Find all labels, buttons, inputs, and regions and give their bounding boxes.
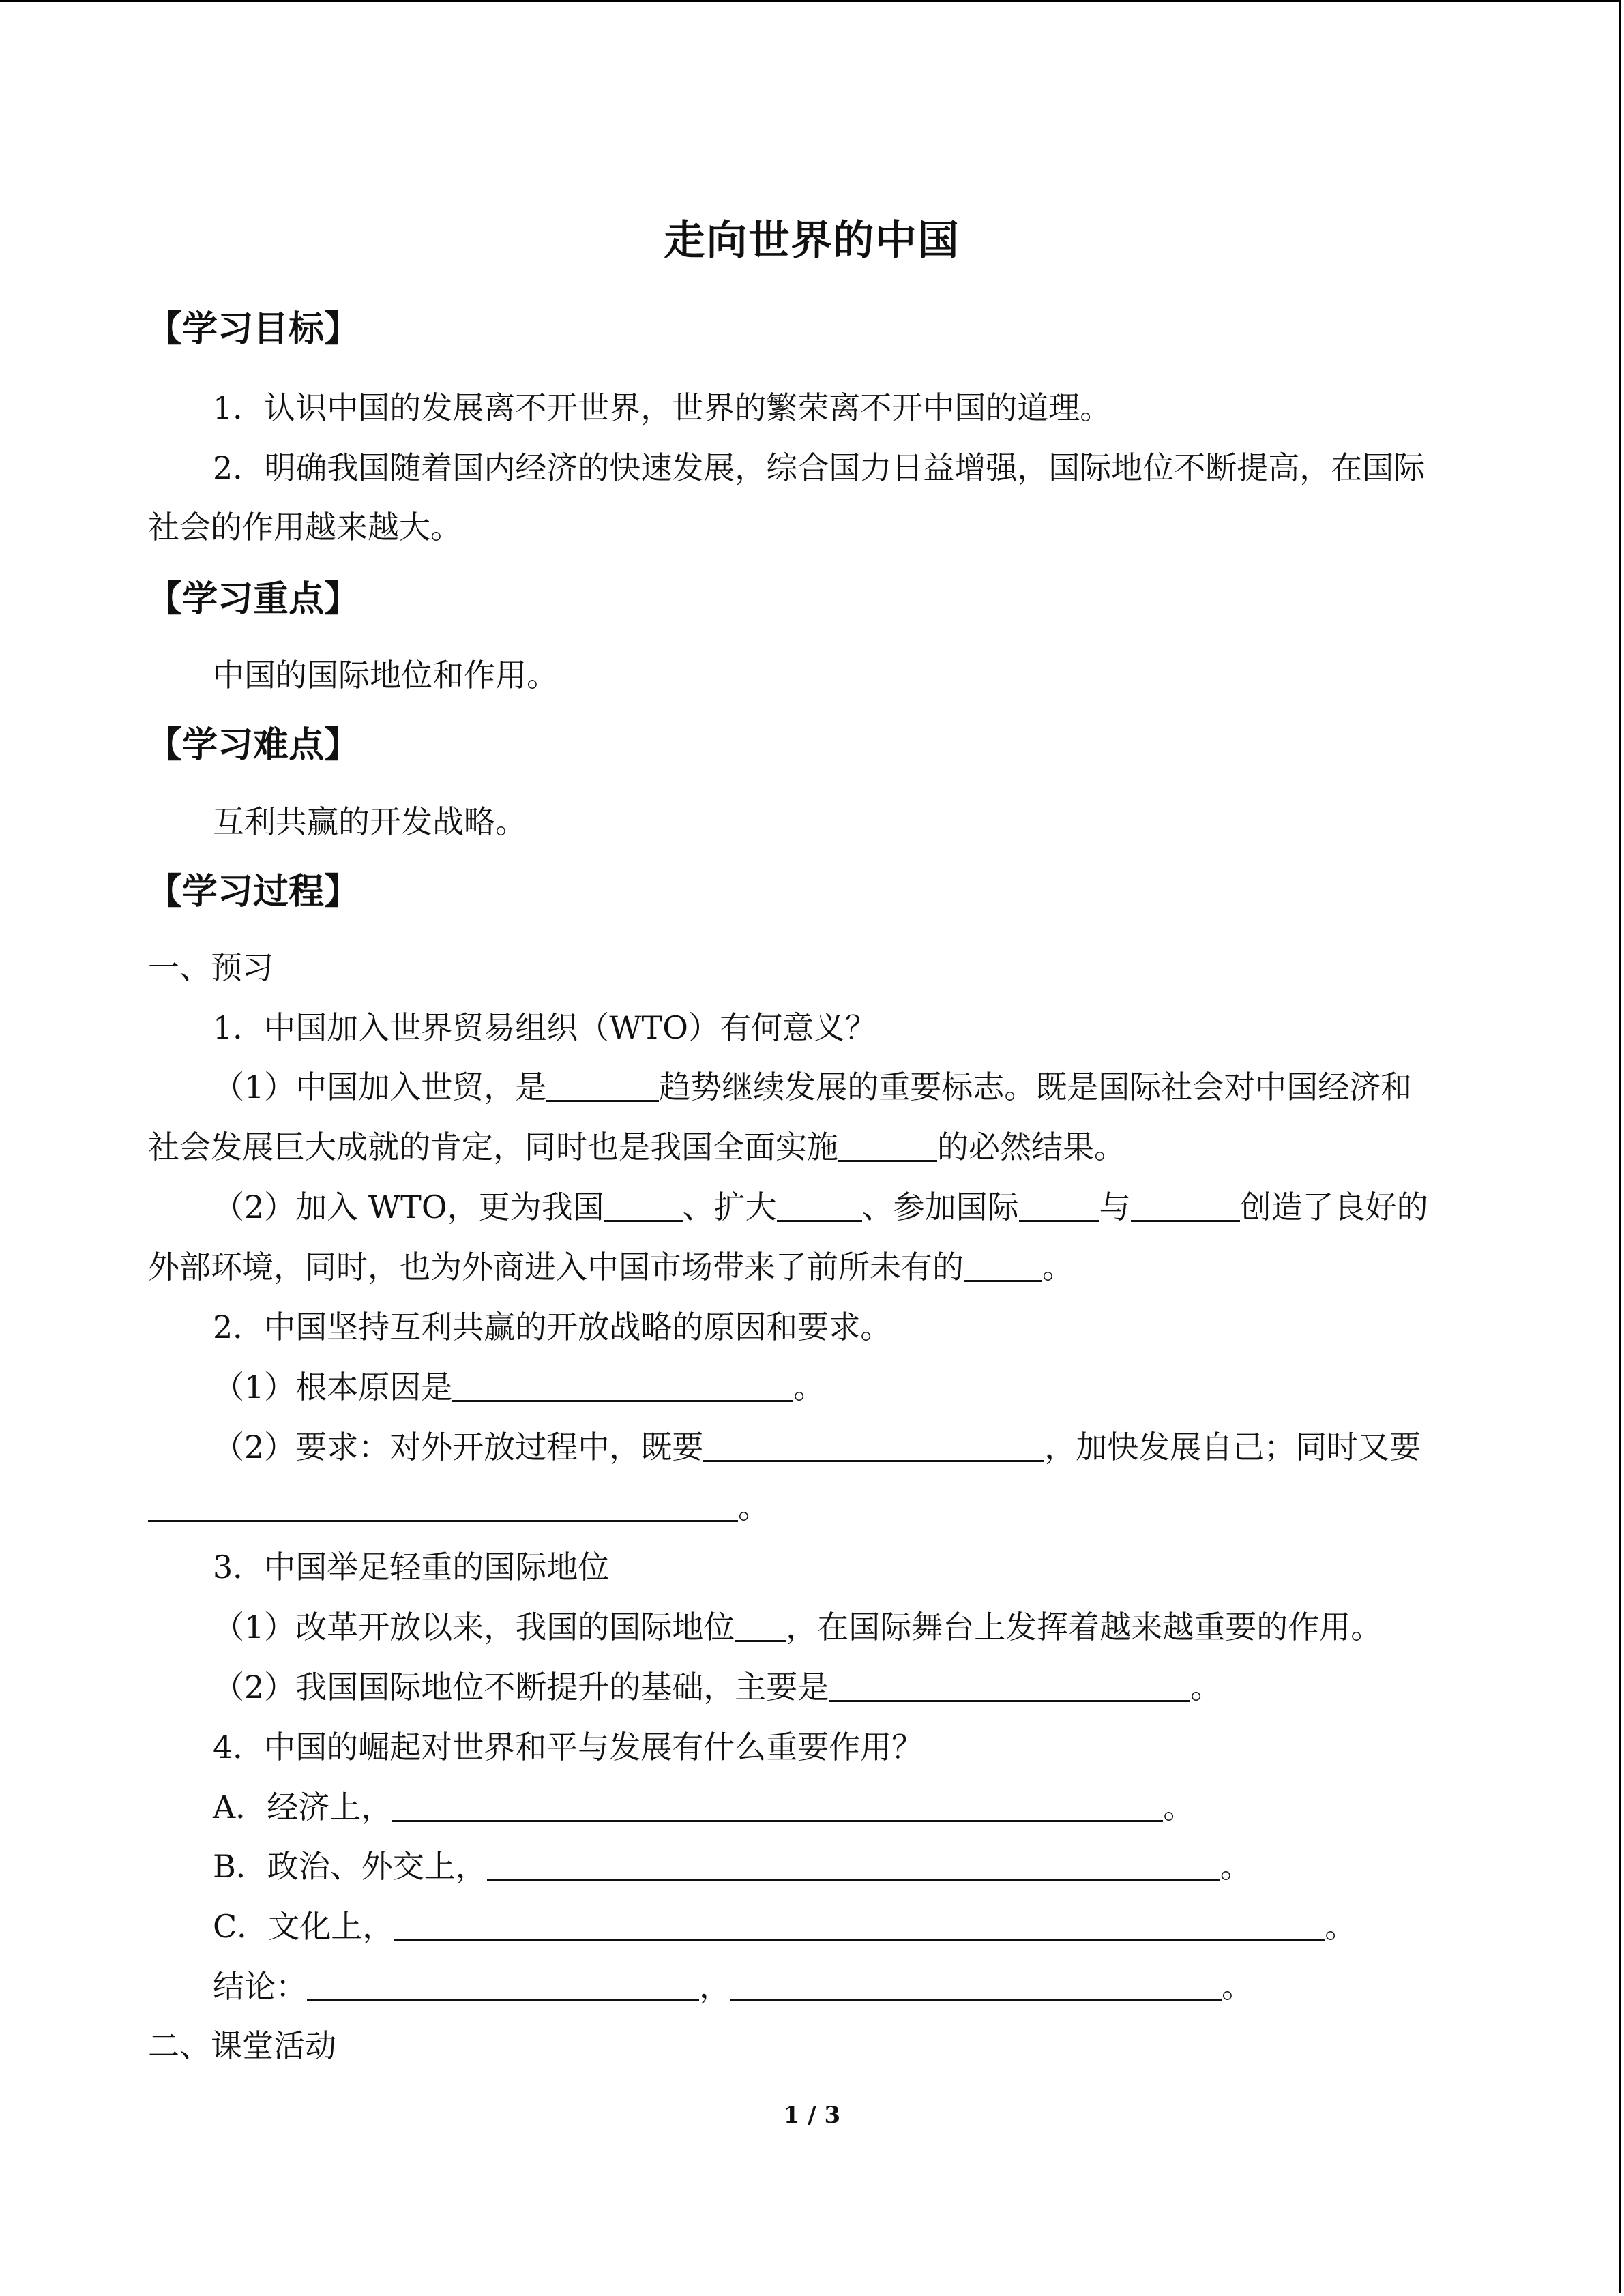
section-heading-key: 【学习重点】 <box>147 579 360 620</box>
text: 结论： <box>213 1968 307 2005</box>
text: （1）中国加入世贸，是 <box>213 1069 547 1105</box>
fill-blank[interactable] <box>777 1190 862 1222</box>
question-1-1-line-1 <box>213 1067 1412 1107</box>
section-heading-goals: 【学习目标】 <box>147 309 360 350</box>
question-3-1 <box>213 1607 1382 1648</box>
question-1-2-line-2 <box>148 1247 1074 1287</box>
key-point-text: 中国的国际地位和作用。 <box>213 657 558 694</box>
question-1-2-line-1 <box>213 1187 1428 1227</box>
text: 。 <box>1222 1968 1253 2005</box>
text: 外部环境，同时，也为外商进入中国市场带来了前所未有的 <box>148 1249 964 1285</box>
fill-blank[interactable] <box>394 1909 1325 1941</box>
difficult-point-text: 互利共赢的开发战略。 <box>213 803 527 840</box>
question-3-2 <box>213 1667 1222 1708</box>
fill-blank[interactable] <box>452 1370 793 1402</box>
goal-1: 1．认识中国的发展离不开世界，世界的繁荣离不开中国的道理。 <box>213 389 1112 426</box>
fill-blank[interactable] <box>392 1790 1163 1822</box>
text: 的必然结果。 <box>937 1129 1125 1165</box>
fill-blank[interactable] <box>487 1849 1220 1881</box>
question-2-2-line-2 <box>148 1487 769 1527</box>
fill-blank[interactable] <box>838 1130 937 1162</box>
subsection-preview: 一、预习 <box>148 949 274 986</box>
text: B．政治、外交上， <box>213 1848 487 1885</box>
text: （1）改革开放以来，我国的国际地位 <box>213 1609 735 1645</box>
conclusion <box>213 1966 1253 2007</box>
question-2-1 <box>213 1367 825 1407</box>
subsection-classroom: 二、课堂活动 <box>148 2027 336 2064</box>
question-4-a <box>213 1787 1194 1828</box>
text: ，在国际舞台上发挥着越来越重要的作用。 <box>786 1609 1383 1645</box>
fill-blank[interactable] <box>829 1670 1190 1702</box>
question-4-b <box>213 1846 1252 1887</box>
text: 创造了良好的 <box>1239 1189 1428 1225</box>
text: 。 <box>738 1489 769 1525</box>
fill-blank[interactable] <box>1019 1190 1099 1222</box>
page-number: 1 / 3 <box>783 2102 841 2129</box>
text: ， <box>699 1968 730 2005</box>
fill-blank[interactable] <box>1131 1190 1240 1222</box>
fill-blank[interactable] <box>964 1250 1042 1282</box>
text: 、参加国际 <box>861 1189 1019 1225</box>
fill-blank[interactable] <box>730 1969 1222 2001</box>
text: （2）要求：对外开放过程中，既要 <box>213 1429 704 1465</box>
text: 。 <box>1163 1789 1195 1825</box>
text: 与 <box>1099 1189 1131 1225</box>
text: （1）根本原因是 <box>213 1369 453 1405</box>
text: （2）加入 WTO，更为我国 <box>213 1189 604 1225</box>
section-heading-process: 【学习过程】 <box>147 871 360 912</box>
page-title: 走向世界的中国 <box>664 217 960 265</box>
goal-2-line-1: 2．明确我国随着国内经济的快速发展，综合国力日益增强，国际地位不断提高，在国际 <box>213 449 1426 486</box>
question-2: 2．中国坚持互利共赢的开放战略的原因和要求。 <box>213 1309 892 1345</box>
text: 。 <box>1042 1249 1074 1285</box>
text: 、扩大 <box>682 1189 777 1225</box>
question-1-1-line-2 <box>148 1127 1125 1167</box>
fill-blank[interactable] <box>735 1610 786 1642</box>
goal-2-line-2: 社会的作用越来越大。 <box>148 509 462 546</box>
text: C．文化上， <box>213 1908 394 1945</box>
text: （2）我国国际地位不断提升的基础，主要是 <box>213 1669 829 1705</box>
fill-blank[interactable] <box>307 1969 699 2001</box>
text: 趋势继续发展的重要标志。既是国际社会对中国经济和 <box>659 1069 1413 1105</box>
text: 。 <box>793 1369 825 1405</box>
fill-blank[interactable] <box>703 1430 1044 1462</box>
text: ，加快发展自己；同时又要 <box>1044 1429 1421 1465</box>
question-4: 4．中国的崛起对世界和平与发展有什么重要作用？ <box>213 1729 924 1765</box>
text: A．经济上， <box>213 1789 393 1825</box>
fill-blank[interactable] <box>604 1190 683 1222</box>
section-heading-difficult: 【学习难点】 <box>147 725 360 766</box>
text: 。 <box>1220 1848 1252 1885</box>
question-2-2-line-1 <box>213 1427 1421 1467</box>
fill-blank[interactable] <box>546 1070 659 1102</box>
question-3: 3．中国举足轻重的国际地位 <box>213 1549 610 1585</box>
text: 。 <box>1190 1669 1222 1705</box>
fill-blank[interactable] <box>148 1490 738 1522</box>
question-1: 1．中国加入世界贸易组织（WTO）有何意义？ <box>213 1009 876 1046</box>
question-4-c <box>213 1906 1356 1947</box>
text: 社会发展巨大成就的肯定，同时也是我国全面实施 <box>148 1129 838 1165</box>
text: 。 <box>1325 1908 1357 1945</box>
